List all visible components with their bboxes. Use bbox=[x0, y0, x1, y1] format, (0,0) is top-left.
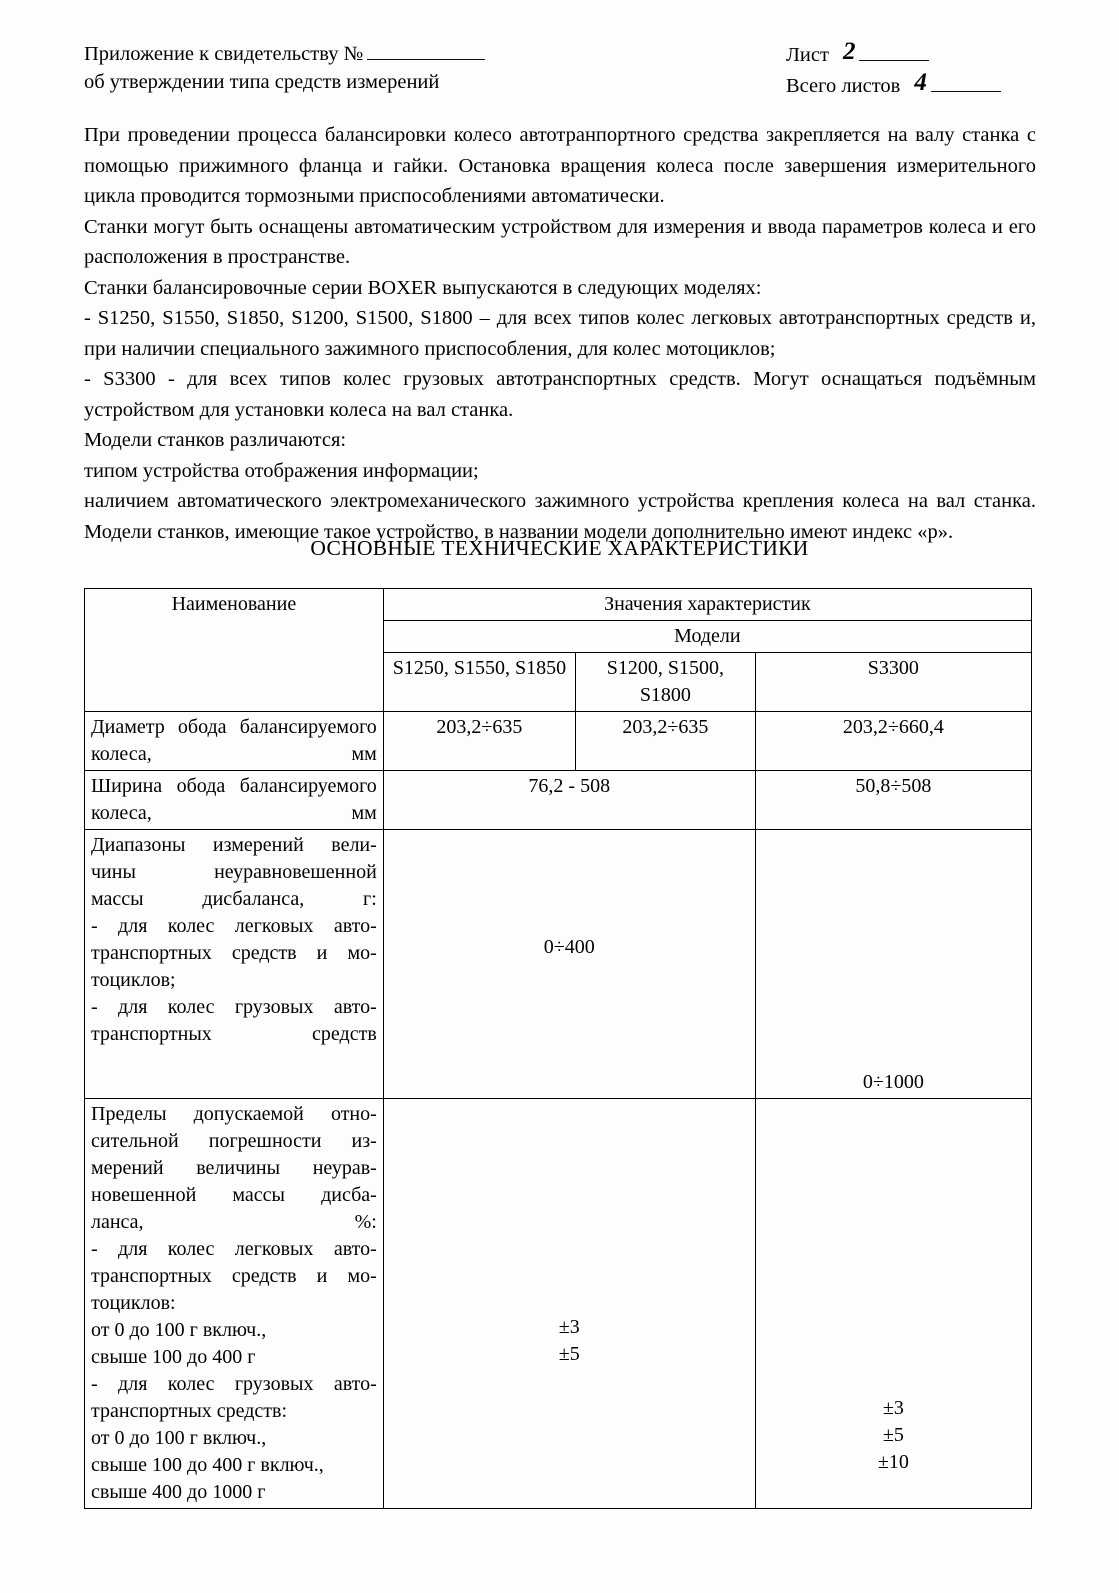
table-row bbox=[85, 830, 1032, 1099]
paragraph-5: - S3300 - для всех типов колес грузовых автотранспортных средств. Могут оснащаться подъёмным устройством для установки колеса на вал станка. bbox=[84, 368, 1036, 421]
section-title: ОСНОВНЫЕ ТЕХНИЧЕСКИЕ ХАРАКТЕРИСТИКИ bbox=[310, 536, 809, 560]
tol-value-pad bbox=[390, 1101, 749, 1314]
range-value-truck: 0÷1000 bbox=[862, 1071, 924, 1093]
certificate-number-blank bbox=[367, 43, 485, 60]
row-value-width-3: 50,8÷508 bbox=[755, 771, 1031, 830]
tol-value-truck-2: ±5 bbox=[882, 1424, 904, 1446]
tol-line-11: - для колес грузовых авто- bbox=[91, 1373, 377, 1395]
header-cell-name: Наименование bbox=[85, 589, 384, 712]
paragraph-7: типом устройства отображения информации; bbox=[84, 459, 479, 482]
header-cell-model-1: S1250, S1550, S1850 bbox=[383, 653, 575, 712]
row-name-tolerance bbox=[85, 1099, 384, 1509]
tol-value-light-2: ±5 bbox=[558, 1343, 580, 1365]
paragraph-6: Модели станков различаются: bbox=[84, 429, 347, 451]
row-value-width-12: 76,2 - 508 bbox=[383, 771, 755, 830]
tol-value-pad-3 bbox=[762, 1101, 1025, 1395]
document-body bbox=[84, 120, 1036, 547]
row-value-diameter-2: 203,2÷635 bbox=[576, 712, 756, 771]
row-name-diameter: Диаметр обода балансируемого колеса, мм bbox=[85, 712, 384, 771]
sheet-row bbox=[786, 40, 1036, 69]
paragraph-4: - S1250, S1550, S1850, S1200, S1500, S1800 – для всех типов колес легковых автотранспортных средств и, при наличии специального зажимного приспособления, для колес мотоциклов; bbox=[84, 307, 1036, 360]
row-name-ranges bbox=[85, 830, 384, 1099]
total-sheets-label: Всего листов bbox=[786, 75, 901, 97]
paragraph-8: наличием автоматического электромеханического зажимного устройства крепления колеса на вал станка. Модели станков, имеющие такое устройство, в названии модели дополнительно имеют индекс «р». bbox=[84, 490, 1036, 543]
sheet-underline bbox=[859, 45, 929, 61]
header-cell-models: Модели bbox=[383, 621, 1031, 653]
tol-line-9: от 0 до 100 г включ., bbox=[91, 1319, 267, 1341]
range-line-6: тоциклов; bbox=[91, 969, 176, 991]
tol-line-2: сительной погрешности из- bbox=[91, 1130, 377, 1152]
total-sheets-value: 4 bbox=[914, 69, 927, 96]
tol-line-13: от 0 до 100 г включ., bbox=[91, 1427, 267, 1449]
tol-value-truck-1: ±3 bbox=[882, 1397, 904, 1419]
tol-line-14: свыше 100 до 400 г включ., bbox=[91, 1454, 324, 1476]
tol-line-12: транспортных средств: bbox=[91, 1400, 288, 1422]
total-sheets-underline bbox=[931, 76, 1001, 92]
range-value-pad-3 bbox=[762, 832, 1025, 1069]
range-value-pad bbox=[390, 832, 749, 934]
appendix-line-2: об утверждении типа средств измерений bbox=[84, 71, 440, 93]
tol-line-7: транспортных средств и мо- bbox=[91, 1265, 377, 1287]
row-value-tolerance-12 bbox=[383, 1099, 755, 1509]
table-row bbox=[85, 712, 1032, 771]
paragraph-2: Станки могут быть оснащены автоматическим устройством для измерения и ввода параметров колеса и его расположения в пространстве. bbox=[84, 215, 1036, 268]
row-value-ranges-3 bbox=[755, 830, 1031, 1099]
tol-line-6: - для колес легковых авто- bbox=[91, 1238, 377, 1260]
header-cell-model-3: S3300 bbox=[755, 653, 1031, 712]
header-cell-values: Значения характеристик bbox=[383, 589, 1031, 621]
range-line-4: - для колес легковых авто- bbox=[91, 915, 377, 937]
specifications-table bbox=[84, 588, 1032, 1509]
sheet-label: Лист bbox=[786, 44, 829, 66]
table-row bbox=[85, 771, 1032, 830]
specs-table-wrapper bbox=[84, 588, 1032, 1509]
document-header bbox=[84, 40, 1036, 100]
table-row bbox=[85, 1099, 1032, 1509]
tol-line-15: свыше 400 до 1000 г bbox=[91, 1481, 266, 1503]
tol-line-4: новешенной массы дисба- bbox=[91, 1184, 377, 1206]
range-line-1: Диапазоны измерений вели- bbox=[91, 834, 377, 856]
tol-line-5: ланса, %: bbox=[91, 1211, 377, 1233]
row-value-tolerance-3 bbox=[755, 1099, 1031, 1509]
appendix-label: Приложение к свидетельству № bbox=[84, 43, 364, 65]
range-value-light: 0÷400 bbox=[543, 936, 595, 958]
range-line-7: - для колес грузовых авто- bbox=[91, 996, 377, 1018]
tol-line-1: Пределы допускаемой отно- bbox=[91, 1103, 377, 1125]
range-line-2: чины неуравновешенной bbox=[91, 861, 377, 883]
appendix-line-1 bbox=[84, 40, 644, 68]
range-line-8: транспортных средств bbox=[91, 1023, 377, 1045]
paragraph-3: Станки балансировочные серии BOXER выпускаются в следующих моделях: bbox=[84, 276, 762, 299]
header-left-block bbox=[84, 40, 644, 96]
tol-line-3: мерений величины неурав- bbox=[91, 1157, 377, 1179]
sheet-value: 2 bbox=[842, 38, 856, 65]
table-header-row-1 bbox=[85, 589, 1032, 621]
range-line-3: массы дисбаланса, г: bbox=[91, 888, 377, 910]
row-value-diameter-3: 203,2÷660,4 bbox=[755, 712, 1031, 771]
header-right-block bbox=[786, 40, 1036, 100]
tol-value-light-1: ±3 bbox=[558, 1316, 580, 1338]
header-cell-model-2: S1200, S1500, S1800 bbox=[576, 653, 756, 712]
row-name-width: Ширина обода балансируемого колеса, мм bbox=[85, 771, 384, 830]
tol-line-10: свыше 100 до 400 г bbox=[91, 1346, 256, 1368]
range-spacer bbox=[91, 1048, 377, 1058]
row-value-diameter-1: 203,2÷635 bbox=[383, 712, 575, 771]
total-sheets-row bbox=[786, 71, 1036, 100]
paragraph-1: При проведении процесса балансировки колесо автотранпортного средства закрепляется на валу станка с помощью прижимного фланца и гайки. Остановка вращения колеса после завершения измерительного цикла проводится тормозными приспособлениями автоматически. bbox=[84, 124, 1036, 207]
row-value-ranges-12 bbox=[383, 830, 755, 1099]
range-line-5: транспортных средств и мо- bbox=[91, 942, 377, 964]
tol-value-truck-3: ±10 bbox=[877, 1451, 909, 1473]
tol-line-8: тоциклов: bbox=[91, 1292, 176, 1314]
